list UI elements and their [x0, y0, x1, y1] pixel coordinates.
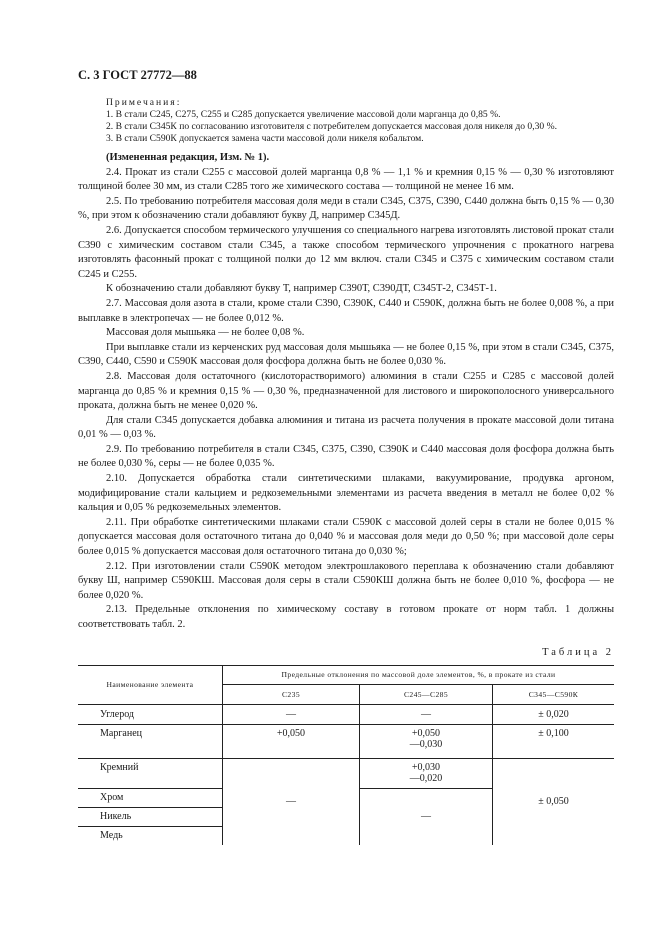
paragraph: 2.7. Массовая доля азота в стали, кроме стали С390, С390К, С440 и С590К, должна быть не более 0,008 %, а при выплавке в электропечах — не более 0,012 %. — [78, 297, 614, 324]
paragraph: При выплавке стали из керченских руд массовая доля мышьяка — не более 0,15 %, при этом в стали С345, С375, С390, С440, С590 и С590К массовая доля фосфора должна быть не более 0,030 %. — [78, 341, 614, 368]
paragraph: К обозначению стали добавляют букву Т, например С390Т, С390ДТ, С345Т-2, С345Т-1. — [106, 283, 497, 295]
element-name: Углерод — [78, 704, 223, 724]
note-item: 3. В стали С590К допускается замена части массовой доли никеля кобальтом. — [106, 133, 424, 144]
column-header-c245-c285: С245—С285 — [360, 685, 493, 705]
document-page — [78, 68, 614, 845]
cell-value: ± 0,100 — [538, 727, 569, 739]
table-cell — [493, 724, 615, 758]
element-name: Медь — [78, 826, 223, 845]
notes-block — [78, 97, 614, 145]
paragraph: Для стали С345 допускается добавка алюминия и титана из расчета получения в прокате массовой доли титана 0,01 % — 0,03 %. — [78, 414, 614, 441]
table-cell — [360, 724, 493, 758]
paragraph: 2.11. При обработке синтетическими шлаками стали С590К с массовой долей серы в стали не более 0,015 % допускается массовая доля остаточного титана до 0,040 % и массовая доля меди до 0,50 %; при массовой доле серы более 0,015 % допускается массовая доля остаточного титана до 0,030 %; — [78, 516, 614, 558]
body-text — [78, 151, 614, 633]
table-row — [78, 704, 614, 724]
paragraph: 2.6. Допускается способом термического улучшения со специального нагрева изготовлять листовой прокат стали С390 с химическим составом стали С345, а также способом термического упрочнения с прокатного нагрева изготовлять фасонный прокат с толщиной полки до 12 мм включ. стали С345 и С375 с химическим составом стали С245 и С255. — [78, 224, 614, 280]
notes-title: Примечания: — [106, 97, 182, 108]
paragraph: Массовая доля мышьяка — не более 0,08 %. — [106, 327, 305, 339]
column-group-header: Предельные отклонения по массовой доле элементов, %, в прокате из стали — [223, 665, 615, 685]
amendment-note: (Измененная редакция, Изм. № 1). — [106, 152, 270, 163]
element-name: Никель — [78, 807, 223, 826]
paragraph: 2.13. Предельные отклонения по химическому составу в готовом прокате от норм табл. 1 должны соответствовать табл. 2. — [78, 604, 614, 630]
table-row — [78, 758, 614, 788]
deviation-table — [78, 665, 614, 846]
table-cell-merged: — — [360, 788, 493, 845]
paragraph: 2.4. Прокат из стали С255 с массовой долей марганца 0,8 % — 1,1 % и кремния 0,15 % — 0,30 % изготовляют толщиной более 30 мм, из стали С285 того же химического состава — толщиной не менее 16 мм. — [78, 166, 614, 193]
table-cell: — — [223, 704, 360, 724]
cell-value: +0,030 — [411, 761, 441, 773]
table-cell-merged: — — [223, 758, 360, 845]
paragraph: 2.8. Массовая доля остаточного (кислоторастворимого) алюминия в стали С255 и С285 с массовой долей марганца до 0,85 % и кремния 0,15 % — 0,30 %, предназначенной для листового и широкополосного универсального проката, должна быть не менее 0,020 %. — [78, 370, 614, 412]
column-header-c345-c590k: С345—С590К — [493, 685, 615, 705]
note-item: 2. В стали С345К по согласованию изготовителя с потребителем допускается массовая доля никеля до 0,30 %. — [106, 121, 557, 132]
cell-value: —0,030 — [409, 738, 443, 750]
cell-value: —0,020 — [409, 772, 443, 784]
paragraph: 2.5. По требованию потребителя массовая доля меди в стали С345, С375, С390, С440 должна быть 0,15 % — 0,30 %, при этом к обозначению стали добавляют букву Д, например С345Д. — [78, 195, 614, 222]
table-cell: — — [360, 704, 493, 724]
paragraph: 2.9. По требованию потребителя в стали С345, С375, С390, С390К и С440 массовая доля фосфора должна быть не более 0,030 %, серы — не более 0,035 %. — [78, 443, 614, 470]
column-header-c235: С235 — [223, 685, 360, 705]
table-row — [78, 724, 614, 758]
element-name-label: Кремний — [100, 761, 139, 773]
note-item: 1. В стали С245, С275, С255 и С285 допускается увеличение массовой доли марганца до 0,85 %. — [106, 109, 501, 120]
element-name-label: Марганец — [100, 727, 143, 739]
element-name — [78, 758, 223, 788]
table-caption: Таблица 2 — [542, 646, 614, 658]
table-cell-merged: ± 0,050 — [493, 758, 615, 845]
table-cell — [360, 758, 493, 788]
paragraph: 2.10. Допускается обработка стали синтетическими шлаками, вакуумирование, продувка аргоном, модифицирование стали кальцием и редкоземельными элементами из расчета введения в металл не более 0,02 % кальция и 0,05 % редкоземельных элементов. — [78, 473, 614, 514]
cell-value: +0,050 — [276, 727, 306, 739]
table-cell — [223, 724, 360, 758]
column-header-element: Наименование элемента — [78, 665, 223, 704]
element-name — [78, 724, 223, 758]
paragraph: 2.12. При изготовлении стали С590К методом электрошлакового переплава к обозначению стали добавляют букву Ш, например С590КШ. Массовая доля серы в стали С590КШ должна быть не более 0,010 %, фосфора — не более 0,020 %. — [78, 560, 614, 601]
table-cell: ± 0,020 — [493, 704, 615, 724]
element-name: Хром — [78, 788, 223, 807]
cell-value: +0,050 — [411, 727, 441, 739]
page-header: С. 3 ГОСТ 27772—88 — [78, 68, 197, 82]
